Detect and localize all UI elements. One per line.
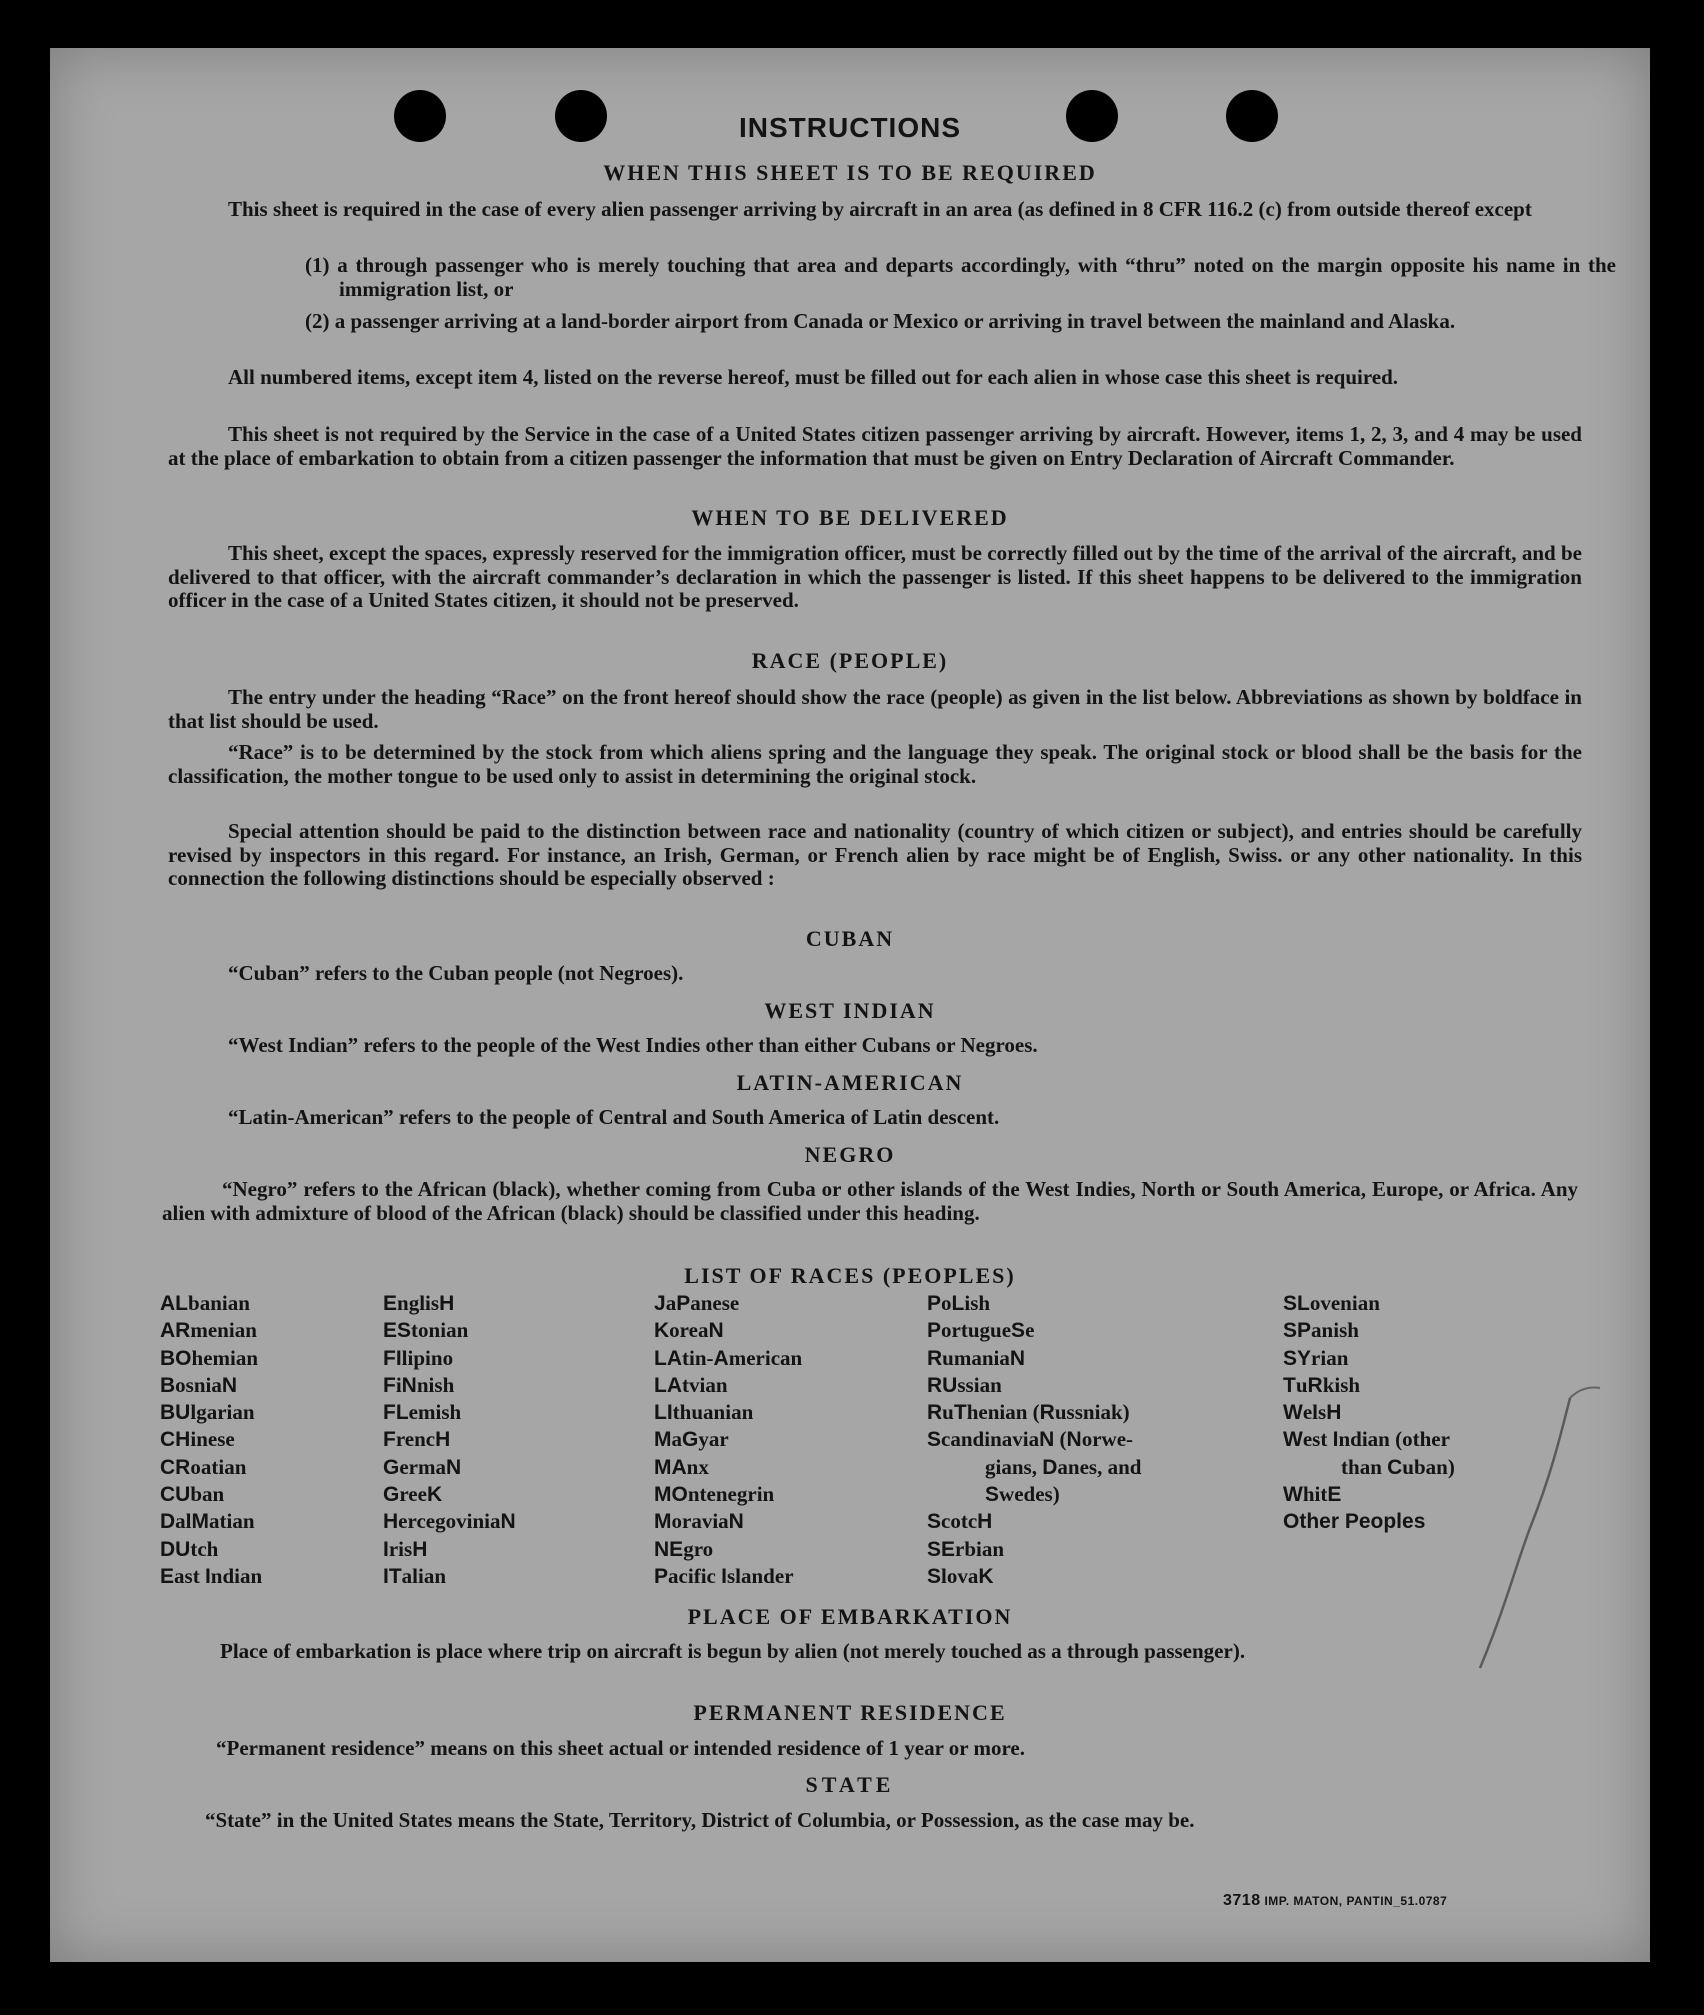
heading-west-indian: WEST INDIAN xyxy=(764,998,936,1023)
race-entry: SErbian xyxy=(927,1536,1005,1561)
race-entry: BOhemian xyxy=(160,1345,259,1370)
race-entry: IrisH xyxy=(383,1536,428,1561)
race-column-2 xyxy=(383,1290,516,1590)
race-entry: ScandinaviaN (Norwe- xyxy=(927,1427,1134,1452)
paragraph-required-intro: This sheet is required in the case of every alien passenger arriving by aircraft in an area (as defined in 8 CFR 116.2 (c) from outside thereof except xyxy=(228,197,1532,221)
race-entry: MOntenegrin xyxy=(654,1482,775,1507)
paragraph-residence: “Permanent residence” means on this sheet actual or intended residence of 1 year or more. xyxy=(216,1736,1025,1760)
race-entry: RuThenian (Russniak) xyxy=(927,1400,1130,1425)
race-entry: BosniaN xyxy=(160,1372,238,1397)
race-entry: East Indian xyxy=(160,1563,263,1588)
race-entry: Swedes) xyxy=(985,1482,1060,1507)
race-entry: ITalian xyxy=(383,1563,447,1588)
race-entry: DUtch xyxy=(160,1536,219,1561)
race-entry: West Indian (other xyxy=(1283,1427,1450,1452)
race-entry: ScotcH xyxy=(927,1509,993,1534)
heading-list-of-races: LIST OF RACES (PEOPLES) xyxy=(684,1263,1016,1288)
race-entry: MoraviaN xyxy=(654,1509,744,1534)
race-entry: Pacific Islander xyxy=(654,1563,794,1588)
race-entry: than Cuban) xyxy=(1341,1454,1455,1479)
race-entry: ARmenian xyxy=(160,1318,257,1343)
heading-race: RACE (PEOPLE) xyxy=(751,648,949,673)
heading-residence: PERMANENT RESIDENCE xyxy=(693,1700,1007,1725)
race-entry: CRoatian xyxy=(160,1454,247,1479)
race-entry: EStonian xyxy=(383,1318,469,1343)
race-entry: WelsH xyxy=(1283,1400,1342,1425)
race-entry: MAnx xyxy=(654,1454,709,1479)
heading-state: STATE xyxy=(805,1772,895,1797)
race-entry: TuRkish xyxy=(1283,1372,1361,1397)
race-entry: KoreaN xyxy=(654,1318,724,1343)
heading-latin-american: LATIN-AMERICAN xyxy=(736,1070,964,1095)
race-entry: ALbanian xyxy=(160,1291,250,1315)
race-entry: NEgro xyxy=(654,1536,714,1561)
race-entry: FrencH xyxy=(383,1427,451,1452)
race-entry: RumaniaN xyxy=(927,1345,1026,1370)
race-entry: JaPanese xyxy=(654,1291,740,1315)
race-entry: GermaN xyxy=(383,1454,462,1479)
paragraph-citizen: This sheet is not required by the Service in the case of a United States citizen passenger arriving by aircraft. However, items 1, 2, 3, and 4 may be used at the place of embarkation to obtain from a citizen passenger the information that must be given on Entry Declaration of Aircraft Commander. xyxy=(168,422,1582,470)
race-entry: EnglisH xyxy=(383,1291,455,1315)
list-item-exception-1: (1) a through passenger who is merely touching that area and departs accordingly, with “thru” noted on the margin opposite his name in the immigration list, or xyxy=(305,253,1616,301)
race-column-3 xyxy=(654,1290,802,1590)
paragraph-race-1: The entry under the heading “Race” on the front hereof should show the race (people) as given in the list below. Abbreviations as shown by boldface in that list should be used. xyxy=(168,685,1582,733)
race-entry: SYrian xyxy=(1283,1345,1349,1370)
race-entry: SlovaK xyxy=(927,1563,994,1588)
race-entry: FIlipino xyxy=(383,1345,454,1370)
race-entry: gians, Danes, and xyxy=(985,1454,1142,1479)
race-entry: SLovenian xyxy=(1283,1291,1380,1315)
race-entry: BUlgarian xyxy=(160,1400,255,1425)
heading-negro: NEGRO xyxy=(804,1142,896,1167)
race-entry: RUssian xyxy=(927,1372,1002,1397)
paragraph-delivered: This sheet, except the spaces, expressly reserved for the immigration officer, must be correctly filled out by the time of the arrival of the aircraft, and be delivered to that officer, with the aircraft commander’s declaration in which the passenger is listed. If this sheet happens to be delivered to the immigration officer in the case of a United States citizen, it should not be preserved. xyxy=(168,541,1582,612)
document-sheet xyxy=(50,48,1650,1962)
race-entry: MaGyar xyxy=(654,1427,729,1452)
race-entry: DalMatian xyxy=(160,1509,255,1534)
race-entry: FiNnish xyxy=(383,1372,455,1397)
heading-required: WHEN THIS SHEET IS TO BE REQUIRED xyxy=(603,160,1097,185)
race-entry: PoLish xyxy=(927,1291,991,1315)
paragraph-cuban: “Cuban” refers to the Cuban people (not Negroes). xyxy=(228,961,684,985)
race-entry: LAtvian xyxy=(654,1372,728,1397)
paragraph-numbered-items: All numbered items, except item 4, listed on the reverse hereof, must be filled out for each alien in whose case this sheet is required. xyxy=(228,365,1399,389)
paragraph-west-indian: “West Indian” refers to the people of the West Indies other than either Cubans or Negroes. xyxy=(228,1033,1038,1057)
paragraph-negro: “Negro” refers to the African (black), whether coming from Cuba or other islands of the West Indies, North or South America, Europe, or Africa. Any alien with admixture of blood of the African (black) should be classified under this heading. xyxy=(162,1177,1578,1225)
race-column-1 xyxy=(160,1290,262,1590)
page-title: INSTRUCTIONS xyxy=(739,112,961,143)
heading-delivered: WHEN TO BE DELIVERED xyxy=(691,505,1009,530)
race-entry: GreeK xyxy=(383,1482,443,1507)
race-column-4 xyxy=(927,1290,1141,1590)
paragraph-embarkation: Place of embarkation is place where trip on aircraft is begun by alien (not merely touched as a through passenger). xyxy=(220,1639,1246,1663)
race-entry: HercegoviniaN xyxy=(383,1509,516,1534)
race-entry: SPanish xyxy=(1283,1318,1359,1343)
race-entry: Other Peoples xyxy=(1283,1510,1426,1534)
race-entry: CHinese xyxy=(160,1427,235,1452)
heading-cuban: CUBAN xyxy=(805,926,895,951)
printer-imprint: 3718 IMP. MATON, PANTIN_51.0787 xyxy=(1223,1892,1448,1909)
race-entry: CUban xyxy=(160,1482,225,1507)
paper-crease-mark xyxy=(1410,1378,1610,1678)
race-entry: FLemish xyxy=(383,1400,462,1425)
race-entry: LIthuanian xyxy=(654,1400,754,1425)
race-entry: LAtin-American xyxy=(654,1345,803,1370)
race-entry: PortugueSe xyxy=(927,1318,1035,1343)
race-entry: WhitE xyxy=(1283,1482,1342,1507)
paragraph-race-2: “Race” is to be determined by the stock from which aliens spring and the language they speak. The original stock or blood shall be the basis for the classification, the mother tongue to be used only to assist in determining the original stock. xyxy=(168,740,1582,788)
heading-embarkation: PLACE OF EMBARKATION xyxy=(687,1604,1013,1629)
paragraph-state: “State” in the United States means the State, Territory, District of Columbia, or Possession, as the case may be. xyxy=(205,1808,1195,1832)
paragraph-latin-american: “Latin-American” refers to the people of Central and South America of Latin descent. xyxy=(228,1105,1000,1129)
list-item-exception-2: (2) a passenger arriving at a land-border airport from Canada or Mexico or arriving in travel between the mainland and Alaska. xyxy=(305,309,1456,333)
paragraph-race-3: Special attention should be paid to the distinction between race and nationality (country of which citizen or subject), and entries should be carefully revised by inspectors in this regard. For instance, an Irish, German, or French alien by race might be of English, Swiss. or any other nationality. In this connection the following distinctions should be especially observed : xyxy=(168,819,1582,890)
